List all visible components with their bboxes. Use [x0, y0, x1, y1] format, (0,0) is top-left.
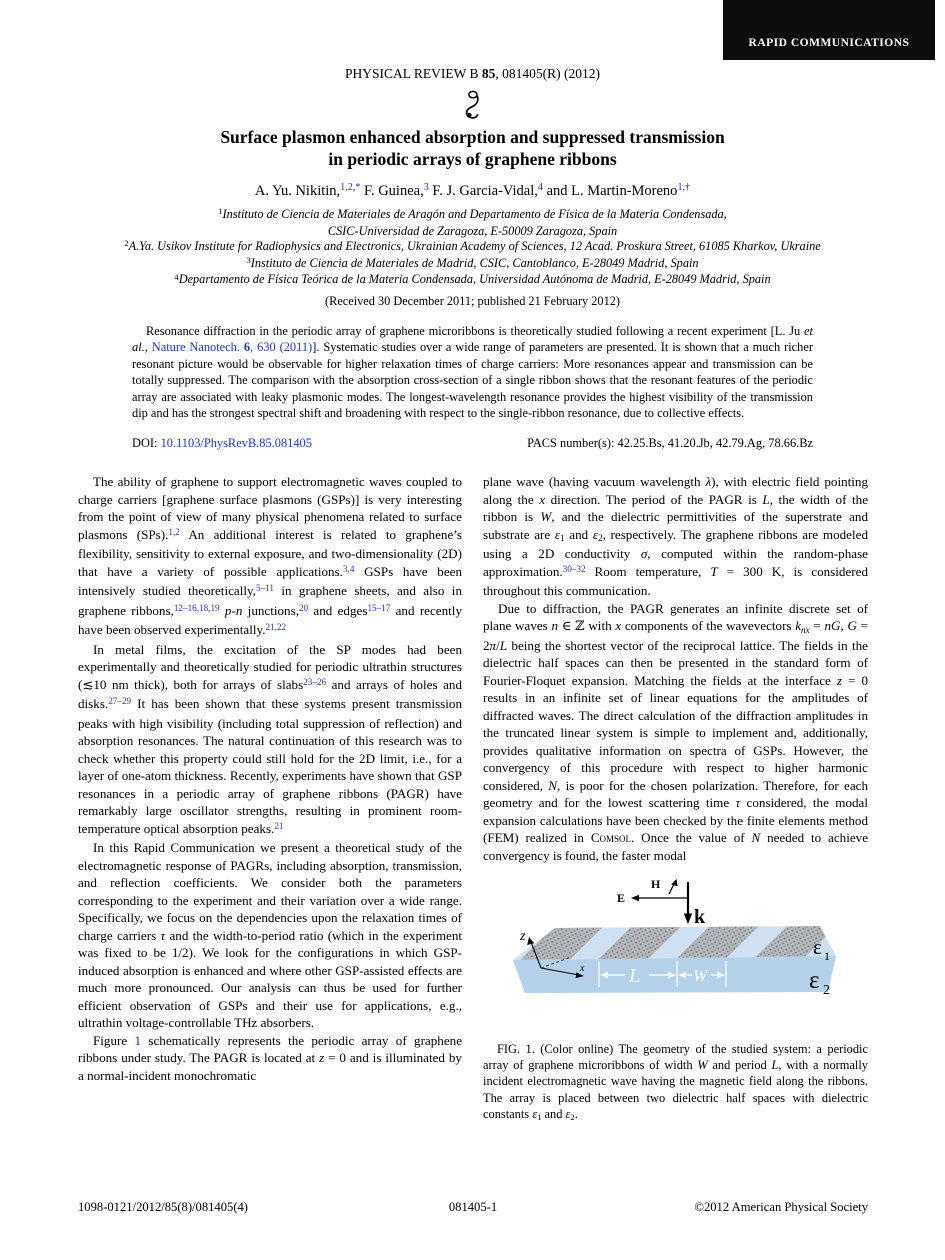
citation-link[interactable]: 1,† — [677, 182, 691, 194]
rapid-communications-ornament-icon — [0, 89, 945, 121]
paper-title-line2: in periodic arrays of graphene ribbons — [328, 149, 617, 169]
k-vector-label: k — [694, 906, 706, 929]
figure-1-schematic — [483, 876, 868, 1031]
citation-link[interactable]: 21 — [274, 820, 284, 831]
paragraph: Due to diffraction, the PAGR generates an infinite discrete set of plane waves n ∈ ℤ with x components of the wavevectors knx = nG, G = 2π/L being the shortest vector of the reciprocal lattice. The fields in the dielectric half spaces can then be presented in the standard form of Fourier-Floquet expansion. Matching the fields at the interface z = 0 results in an infinite set of linear equations for the amplitudes of diffracted waves. The direct calculation of the diffraction amplitudes in the truncated linear system is simple to implement and, additionally, provides qualitative information on spectra of GSPs. However, the convergency of this procedure with respect to higher harmonic considered, N, is poor for the chosen polarization. Therefore, for each geometry and for the lowest scattering time τ considered, the modal expansion calculations have been checked by the finite elements method (FEM) realized in Comsol. Once the value of N needed to achieve convergency is found, the faster modal — [483, 600, 869, 863]
left-column — [78, 473, 462, 1123]
x-axis-label: x — [580, 963, 585, 975]
citation-link[interactable]: 3,4 — [342, 563, 355, 574]
abstract: Resonance diffraction in the periodic array of graphene microribbons is theoretically studied following a recent experiment [L. Ju et al., Nature Nanotech. 6, 630 (2011)]. Systematic studies over a wide range of parameters are presented. It is shown that a much richer resonant picture would be observable for higher relaxation times of charge carriers: More resonances appear and transmission can be totally suppressed. The comparison with the absorption cross-section of a single ribbon shows that the resonant features of the periodic array are associated with leaky plasmonic modes. The longest-wavelength resonance provides the highest visibility of the transmission dip and has the strongest spectral shift and broadening with respect to the single-ribbon resonance, due to collective effects. — [132, 323, 813, 420]
affiliation-line: $^3$Instituto de Ciencia de Materiales de Madrid, CSIC, Cantoblanco, E-28049 Madrid, Spain — [246, 254, 699, 270]
citation-link[interactable]: 27–29 — [108, 696, 132, 707]
h-field-label: H — [651, 877, 661, 892]
two-column-body — [78, 473, 868, 1123]
citation-link[interactable]: 12–16,18,19 — [173, 602, 220, 613]
issn-code: 1098-0121/2012/85(8)/081405(4) — [78, 1200, 248, 1214]
paper-title — [0, 126, 945, 170]
page-footer — [78, 1200, 868, 1215]
page-number: 081405-1 — [448, 1200, 498, 1214]
received-line: (Received 30 December 2011; published 21 February 2012) — [325, 293, 620, 308]
paragraph: The ability of graphene to support electromagnetic waves coupled to charge carriers [graphene surface plasmons (GSPs)] is very interesting from the point of view of many physical phenomena related to surface plasmons (SPs).$^{1,2}$ An additional interest is related to graphene’s flexibility, sensitivity to external exposure, and two-dimensionality (2D) that have a variety of possible applications.$^{3,4}$ GSPs have been intensively studied theoretically,$^{5-11}$ in graphene sheets, and also in graphene ribbons,$^{12-16,18,19}$ p-n junctions,$^{20}$ and edges$^{15-17}$ and recently have been observed experimentally.$^{21,22}$ — [78, 474, 462, 638]
citation-link[interactable]: 1,2,* — [340, 182, 361, 194]
citation-link[interactable]: 1,2 — [168, 526, 180, 537]
citation-link[interactable]: 3 — [423, 182, 429, 194]
citation-link[interactable]: 21,22 — [265, 622, 287, 633]
affiliation-line: $^1$Instituto de Ciencia de Materiales de Aragón and Departamento de Física de la Materia Condensada, — [218, 206, 727, 221]
svg-text:ε: ε — [813, 935, 822, 960]
e-field-arrowhead — [631, 895, 639, 901]
citation-link[interactable]: 15–17 — [367, 602, 391, 613]
width-label: W — [693, 966, 708, 986]
right-column — [483, 473, 868, 1123]
citation-link[interactable]: 4 — [537, 182, 543, 194]
citation-link[interactable]: 23–26 — [303, 676, 327, 687]
svg-text:ε: ε — [809, 967, 820, 995]
citation-link[interactable]: 30–32 — [562, 563, 586, 574]
citation-link[interactable]: 5–11 — [255, 583, 274, 594]
citation-link[interactable]: 6 — [243, 340, 251, 355]
rapid-communications-banner — [723, 0, 935, 60]
citation-link[interactable]: 10.1103/PhysRevB.85.081405 — [160, 436, 312, 451]
period-label: L — [629, 965, 641, 988]
paper-title-line1: Surface plasmon enhanced absorption and suppressed transmission — [220, 127, 725, 147]
affiliation-line: $^4$Departamento de Física Teórica de la Materia Condensada, Universidad Autónoma de Madrid, E-28049 Madrid, Spain — [174, 271, 771, 287]
k-vector-arrowhead — [684, 914, 692, 925]
copyright: ©2012 American Physical Society — [694, 1200, 868, 1214]
pacs-line: PACS number(s): 42.25.Bs, 41.20.Jb, 42.79.Ag, 78.66.Bz — [527, 436, 813, 451]
affiliation-line: $^2$A.Ya. Usikov Institute for Radiophysics and Electronics, Ukrainian Academy of Sciences, 12 Acad. Proskura Street, 61085 Kharkov, Ukraine — [124, 238, 821, 254]
affiliations-block — [0, 207, 945, 289]
citation-link[interactable]: Nature Nanotech. — [151, 340, 244, 355]
citation-link[interactable]: 20 — [298, 602, 309, 613]
svg-text:2: 2 — [823, 983, 830, 999]
z-axis-label: z — [520, 929, 526, 945]
paragraph: plane wave (having vacuum wavelength λ), with electric field pointing along the x direction. The period of the PAGR is L, the width of the ribbon is W, and the dielectric permittivities of the superstrate and substrate are ε1 and ε2, respectively. The graphene ribbons are modeled using a 2D conductivity σ, computed within the random-phase approximation.$^{30-32}$ Room temperature, T = 300 K, is considered throughout this communication. — [483, 474, 869, 599]
doi-pacs-row — [132, 436, 813, 451]
journal-header: PHYSICAL REVIEW B 85, 081405(R) (2012) — [344, 66, 600, 81]
doi-line: DOI: 10.1103/PhysRevB.85.081405 — [132, 436, 312, 451]
figure-1-caption: FIG. 1. (Color online) The geometry of the studied system: a periodic array of graphene microribbons of width W and period L, with a normally incident electromagnetic wave having the magnetic field along the ribbons. The array is placed between two dielectric half spaces with dielectric constants ε1 and ε2. — [483, 1041, 868, 1122]
paragraph: In this Rapid Communication we present a theoretical study of the electromagnetic response of PAGRs, including absorption, transmission, and reflection coefficients. We consider both the parameters corresponding to the experiment and their variation over a wide range. Specifically, we focus on the dependencies upon the relaxation times of charge carriers τ and the width-to-period ratio (which in the experiment was fixed to be 1/2). We look for the configurations in which GSP-induced absorption is enhanced and where other GSP-assisted effects are much more pronounced. Our analysis can thus be used for further efficient observation of GSPs and their use for applications, e.g., ultrathin voltage-controllable THz absorbers. — [78, 840, 462, 1031]
affiliation-line: CSIC-Universidad de Zaragoza, E-50009 Zaragoza, Spain — [327, 223, 618, 238]
paragraph: In metal films, the excitation of the SP modes had been experimentally and theoretically studied for periodic ultrathin structures (≲10 nm thick), both for arrays of slabs$^{23-26}$ and arrays of holes and disks.$^{27-29}$ It has been shown that these systems present transmission peaks with high visibility (including total suppression of reflection) and absorption resonances. The natural continuation of this research was to check whether this property could still hold for the 2D limit, i.e., for a layer of one-atom thickness. Recently, experiments have shown that GSP resonances in a periodic array of graphene ribbons (PAGR) have remarkably large oscillator strengths, resulting in prominent room-temperature optical absorption peaks.$^{21}$ — [78, 641, 463, 836]
banner-label: RAPID COMMUNICATIONS — [748, 37, 910, 49]
paragraph: Figure 1 schematically represents the periodic array of graphene ribbons under study. The PAGR is located at z = 0 and is illuminated by a normal-incident monochromatic — [78, 1032, 463, 1083]
svg-text:1: 1 — [824, 949, 830, 964]
h-field-arrowhead — [671, 879, 677, 886]
citation-link[interactable]: , 630 (2011) — [250, 340, 313, 355]
e-field-label: E — [617, 891, 626, 906]
citation-link[interactable]: 1 — [134, 1032, 142, 1048]
author-line: A. Yu. Nikitin,$^{1,2,*}$ F. Guinea,$^3$ F. J. Garcia-Vidal,$^4$ and L. Martin-Moreno$^{1,\dagger}$ — [254, 182, 691, 199]
epsilon1-label — [813, 935, 830, 963]
